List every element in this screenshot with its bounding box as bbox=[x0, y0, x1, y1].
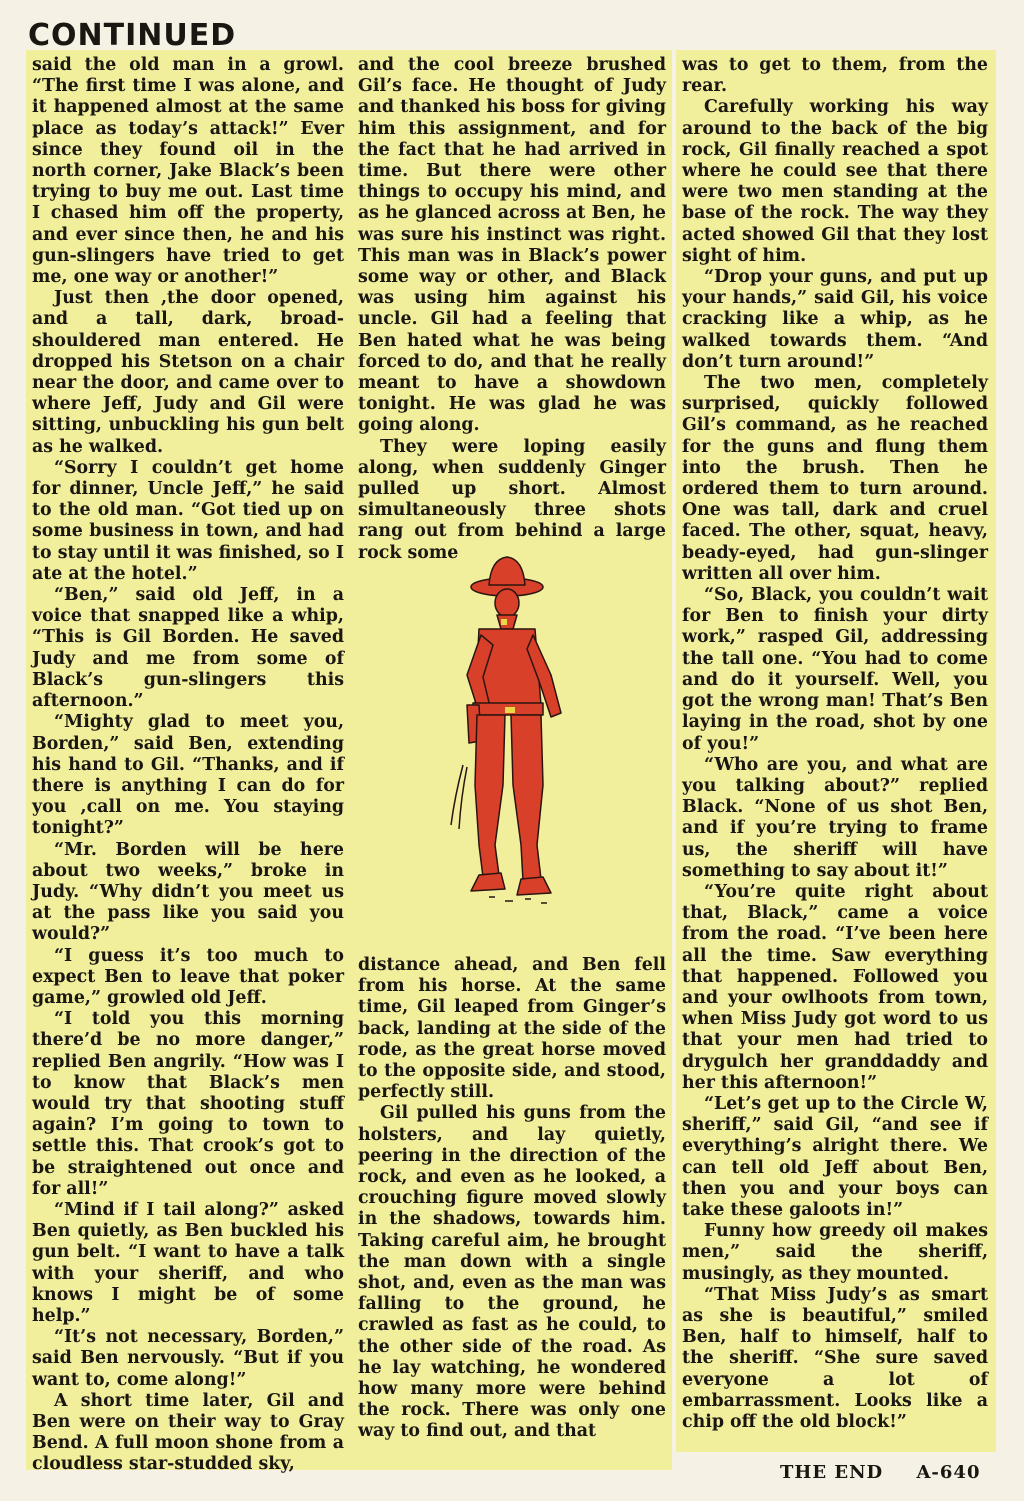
paragraph: “Sorry I couldn’t get home for dinner, Uncle Jeff,” he said to the old man. “Got tied up on some business in town, and had to stay until it was finished, so I ate at the hotel.” bbox=[32, 457, 344, 584]
paragraph: “You’re quite right about that, Black,” came a voice from the road. “I’ve been here all the time. Saw everything that happened. Followed you and your owlhoots from town, when Miss Judy got word to us that your men had tried to drygulch her granddaddy and her this afternoon!” bbox=[682, 881, 988, 1093]
paragraph: Just then ,the door opened, and a tall, dark, broad-shouldered man entered. He dropped his Stetson on a chair near the door, and came over to where Jeff, Judy and Gil were sitting, unbuckling his gun belt as he walked. bbox=[32, 288, 344, 457]
paragraph: Gil pulled his guns from the holsters, and lay quietly, peering in the direction of the rock, and even as he looked, a crouching figure moved slowly in the shadows, towards him. Taking careful aim, he brought the man down with a single shot, and, even as the man was falling to the ground, he crawled as fast as he could, to the other side of the road. As he lay watching, he wondered how many more were behind the rock. There was only one way to find out, and that bbox=[358, 1103, 666, 1442]
paragraph: “Drop your guns, and put up your hands,” said Gil, his voice cracking like a whip, as he walked towards them. “And don’t turn around!” bbox=[682, 267, 988, 372]
column-right bbox=[682, 55, 988, 1433]
column-left bbox=[32, 55, 344, 1476]
paragraph: said the old man in a growl. “The first time I was alone, and it happened almost at the same place as today’s attack!” Ever since they found oil in the north corner, Jake Black’s been trying to buy me out. Last time I chased him off the property, and ever since then, he and his gun-slingers have tried to get me, one way or another!” bbox=[32, 55, 344, 288]
page-header: CONTINUED bbox=[28, 18, 237, 53]
paragraph: “So, Black, you couldn’t wait for Ben to finish your dirty work,” rasped Gil, addressing the tall one. “You had to come and do it yourself. Well, you got the wrong man! That’s Ben laying in the road, shot by one of you!” bbox=[682, 585, 988, 754]
page-code: A-640 bbox=[916, 1462, 981, 1483]
paragraph: “I told you this morning there’d be no more danger,” replied Ben angrily. “How was I to know that Black’s men would try that shooting stuff again? I’m going to town to settle this. That crook’s got to be straightened out once and for all!” bbox=[32, 1009, 344, 1199]
paragraph: “Ben,” said old Jeff, in a voice that snapped like a whip, “This is Gil Borden. He saved Judy and me from some of Black’s gun-slingers this afternoon.” bbox=[32, 585, 344, 712]
paragraph: “Mind if I tail along?” asked Ben quietly, as Ben buckled his gun belt. “I want to have a talk with your sheriff, and who knows I might be of some help.” bbox=[32, 1199, 344, 1326]
paragraph: “Who are you, and what are you talking about?” replied Black. “None of us shot Ben, and if you’re trying to frame us, the sheriff will have something to say about it!” bbox=[682, 754, 988, 881]
cowboy-illustration-icon bbox=[355, 545, 667, 950]
paragraph: Carefully working his way around to the back of the big rock, Gil finally reached a spot where he could see that there were two men standing at the base of the rock. The way they acted showed Gil that they lost sight of him. bbox=[682, 97, 988, 266]
the-end-label: THE END bbox=[780, 1462, 884, 1483]
paragraph: “I guess it’s too much to expect Ben to leave that poker game,” growled old Jeff. bbox=[32, 945, 344, 1008]
paragraph: They were loping easily along, when suddenly Ginger pulled up short. Almost simultaneously three shots rang out from behind a large rock some bbox=[358, 436, 666, 563]
paragraph: “Mr. Borden will be here about two weeks,” broke in Judy. “Why didn’t you meet us at the pass like you said you would?” bbox=[32, 839, 344, 945]
paragraph: “It’s not necessary, Borden,” said Ben nervously. “But if you want to, come along!” bbox=[32, 1327, 344, 1390]
paragraph: Funny how greedy oil makes men,” said the sheriff, musingly, as they mounted. bbox=[682, 1221, 988, 1284]
paragraph: distance ahead, and Ben fell from his horse. At the same time, Gil leaped from Ginger’s back, landing at the side of the rode, as the great horse moved to the opposite side, and stood, perfectly still. bbox=[358, 955, 666, 1103]
column-middle-top bbox=[358, 55, 666, 564]
paragraph: and the cool breeze brushed Gil’s face. He thought of Judy and thanked his boss for giving him this assignment, and for the fact that he had arrived in time. But there were other things to occupy his mind, and as he glanced across at Ben, he was sure his instinct was right. This man was in Black’s power some way or other, and Black was using him against his uncle. Gil had a feeling that Ben hated what he was being forced to do, and that he really meant to have a showdown tonight. He was glad he was going along. bbox=[358, 55, 666, 436]
paragraph: “That Miss Judy’s as smart as she is beautiful,” smiled Ben, half to himself, half to the sheriff. “She sure saved everyone a lot of embarrassment. Looks like a chip off the old block!” bbox=[682, 1284, 988, 1432]
story-footer bbox=[780, 1462, 980, 1483]
paragraph: “Let’s get up to the Circle W, sheriff,” said Gil, “and see if everything’s alright there. We can tell old Jeff about Ben, then you and your boys can take these galoots in!” bbox=[682, 1093, 988, 1220]
paragraph: The two men, completely surprised, quickly followed Gil’s command, as he reached for the guns and flung them into the brush. Then he ordered them to turn around. One was tall, dark and cruel faced. The other, squat, heavy, beady-eyed, had gun-slinger written all over him. bbox=[682, 373, 988, 584]
paragraph: “Mighty glad to meet you, Borden,” said Ben, extending his hand to Gil. “Thanks, and if there is anything I can do for you ,call on me. You staying tonight?” bbox=[32, 712, 344, 839]
paragraph: A short time later, Gil and Ben were on their way to Gray Bend. A full moon shone from a cloudless star-studded sky, bbox=[32, 1390, 344, 1475]
column-middle-bottom bbox=[358, 955, 666, 1443]
paragraph: was to get to them, from the rear. bbox=[682, 55, 988, 97]
